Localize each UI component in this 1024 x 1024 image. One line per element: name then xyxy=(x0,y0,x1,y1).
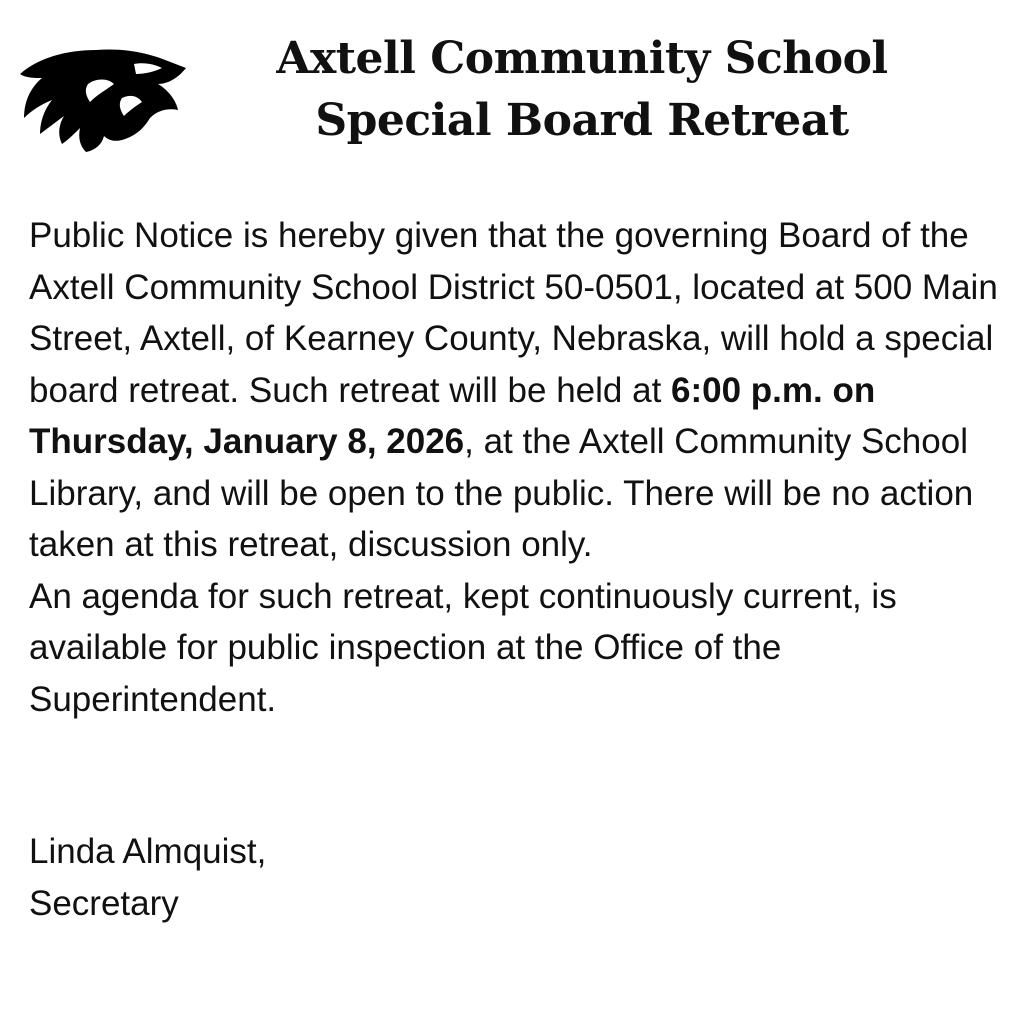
notice-datetime-bold: 6:00 p.m. on Thursday, January 8, 2026 xyxy=(29,370,876,461)
signature-name: Linda Almquist, xyxy=(29,832,267,871)
signature-block xyxy=(29,826,266,929)
public-notice-body xyxy=(29,210,1004,725)
notice-paragraph-2: An agenda for such retreat, kept continuously current, is available for public inspection at the Office of the Superintendent. xyxy=(29,576,897,719)
signature-title: Secretary xyxy=(29,883,179,923)
notice-text-intro: Public Notice is hereby given that the governing Board of the Axtell Community School District 50-0501, located at 500 Main Street, Axtell, of Kearney County, Nebraska, will hold a special board retreat. Such retreat will be held at xyxy=(29,216,998,410)
title-line-retreat: Special Board Retreat xyxy=(315,95,849,146)
page-title xyxy=(190,28,974,152)
title-line-school: Axtell Community School xyxy=(276,33,888,84)
notice-paragraph-1 xyxy=(29,210,1004,571)
notice-text-location: , at the Axtell Community School Library, and will be open to the public. There will be no action taken at this retreat, discussion only. xyxy=(29,422,974,564)
wildcat-logo-icon xyxy=(18,44,188,156)
